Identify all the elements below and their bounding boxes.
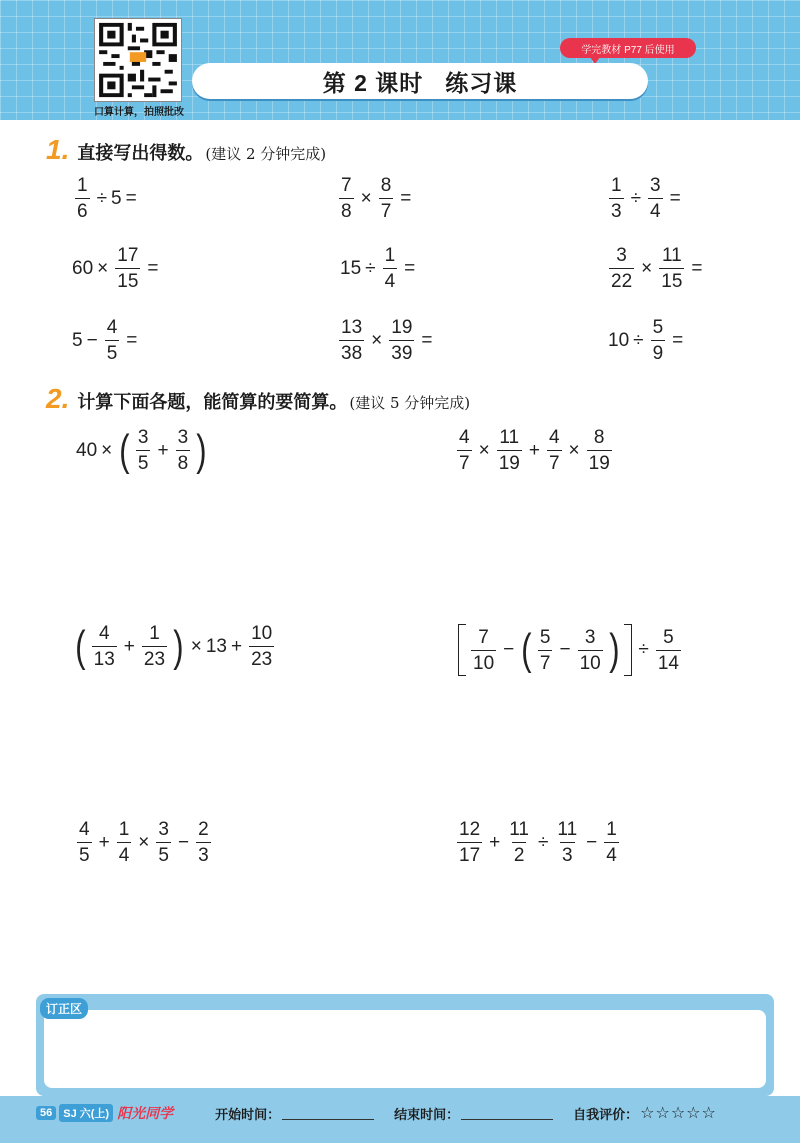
denominator: 7 (538, 650, 553, 673)
fraction (507, 820, 531, 865)
numerator: 2 (198, 819, 209, 840)
math-symbol: × (138, 831, 150, 853)
math-symbol: ÷ (96, 187, 108, 209)
problem-2-3 (72, 621, 277, 671)
denominator: 4 (604, 842, 619, 865)
fraction (604, 820, 619, 865)
problem-1-5 (340, 246, 419, 291)
denominator: 5 (136, 450, 151, 473)
math-symbol: = (400, 187, 412, 209)
math-symbol: ) (196, 425, 207, 475)
numerator: 3 (584, 626, 596, 648)
footer (36, 1101, 736, 1125)
problem-2-2 (454, 428, 615, 473)
math-symbol: = (421, 329, 433, 351)
numerator: 4 (79, 819, 90, 840)
numerator: 3 (616, 245, 627, 266)
denominator: 8 (176, 450, 191, 473)
fraction (457, 428, 472, 473)
math-symbol: − (503, 639, 515, 660)
numerator: 4 (98, 623, 110, 644)
math-symbol: = (672, 329, 684, 351)
section-2-heading (46, 383, 470, 415)
denominator: 15 (115, 268, 140, 291)
math-symbol: × (360, 187, 372, 209)
numerator: 8 (380, 175, 392, 196)
math-symbol: 15 (340, 257, 362, 279)
numerator: 1 (149, 623, 160, 644)
rating-stars-icon[interactable]: ☆☆☆☆☆ (640, 1105, 717, 1122)
math-symbol: = (669, 187, 681, 209)
start-time-label: 开始时间： (215, 1106, 281, 1122)
correction-writing-box[interactable] (44, 1010, 766, 1088)
math-symbol: ÷ (365, 257, 376, 279)
numerator: 19 (391, 317, 413, 338)
numerator: 11 (661, 245, 682, 266)
fraction (339, 318, 364, 363)
fraction (117, 820, 132, 865)
denominator: 10 (578, 650, 603, 673)
denominator: 9 (651, 340, 666, 363)
right-bracket (624, 624, 632, 676)
numerator: 5 (663, 626, 674, 648)
fraction (651, 318, 666, 363)
problem-1-7 (72, 318, 141, 363)
problem-1-9 (608, 318, 687, 363)
fraction (176, 428, 191, 473)
numerator: 1 (384, 245, 396, 266)
math-symbol: + (157, 439, 169, 461)
math-symbol: × (97, 257, 109, 279)
problem-2-5 (74, 820, 214, 865)
lesson-number: 第 2 课时 (322, 69, 424, 96)
denominator: 7 (457, 450, 472, 473)
math-symbol: ÷ (638, 639, 649, 660)
denominator: 4 (648, 198, 663, 221)
fraction (471, 628, 496, 673)
denominator: 4 (117, 842, 132, 865)
denominator: 5 (105, 340, 120, 363)
math-symbol: × (478, 439, 490, 461)
denominator: 17 (457, 842, 482, 865)
numerator: 17 (117, 245, 139, 266)
fraction (105, 318, 120, 363)
math-symbol: ) (608, 625, 620, 674)
fraction (578, 628, 603, 673)
math-symbol: − (559, 639, 571, 660)
math-symbol: − (86, 329, 98, 351)
fraction (142, 624, 167, 669)
fraction (656, 628, 681, 673)
math-symbol: 5 (111, 187, 122, 209)
numerator: 3 (650, 175, 661, 196)
math-symbol: ( (75, 621, 86, 671)
numerator: 3 (137, 427, 149, 448)
math-symbol: × (641, 257, 653, 279)
math-symbol: + (528, 439, 540, 461)
fraction (555, 820, 579, 865)
math-symbol: ÷ (537, 831, 549, 853)
fraction (648, 176, 663, 221)
fraction (156, 820, 171, 865)
denominator: 3 (196, 842, 211, 865)
fraction (587, 428, 612, 473)
numerator: 4 (548, 427, 560, 448)
denominator: 6 (75, 198, 90, 221)
denominator: 4 (383, 268, 398, 291)
math-symbol: 60 (72, 257, 94, 279)
fraction (389, 318, 414, 363)
math-symbol: ) (173, 621, 184, 671)
denominator: 2 (512, 842, 527, 865)
denominator: 39 (389, 340, 414, 363)
fraction (609, 246, 634, 291)
fraction (136, 428, 151, 473)
left-bracket (458, 624, 466, 676)
math-symbol: 40 (76, 439, 98, 461)
denominator: 8 (339, 198, 354, 221)
fraction (497, 428, 522, 473)
denominator: 7 (547, 450, 562, 473)
math-symbol: ( (119, 425, 130, 475)
fraction (92, 624, 117, 669)
math-symbol: = (126, 329, 138, 351)
math-symbol: + (489, 831, 501, 853)
self-eval-label: 自我评价： (573, 1106, 639, 1122)
numerator: 3 (158, 819, 169, 840)
numerator: 3 (177, 427, 189, 448)
denominator: 7 (379, 198, 394, 221)
lesson-name: 练习课 (445, 69, 518, 96)
section-1-number: 1. (46, 134, 70, 165)
denominator: 5 (77, 842, 92, 865)
fraction (75, 176, 90, 221)
numerator: 13 (341, 317, 363, 338)
fraction (249, 624, 274, 669)
numerator: 1 (118, 819, 130, 840)
fraction (659, 246, 684, 291)
math-symbol: = (691, 257, 703, 279)
math-symbol: × (190, 635, 202, 657)
denominator: 3 (609, 198, 624, 221)
math-symbol: ÷ (630, 187, 642, 209)
fraction (609, 176, 624, 221)
denominator: 23 (249, 646, 274, 669)
fraction (379, 176, 394, 221)
section-2-note: (建议 5 分钟完成) (349, 394, 471, 412)
math-symbol: × (371, 329, 383, 351)
math-symbol: × (101, 439, 113, 461)
fraction (547, 428, 562, 473)
problem-1-8 (336, 318, 437, 363)
denominator: 14 (656, 650, 681, 673)
problem-2-6 (454, 820, 622, 865)
math-symbol: = (147, 257, 159, 279)
numerator: 4 (106, 317, 118, 338)
math-symbol: + (123, 635, 135, 657)
numerator: 1 (611, 175, 622, 196)
lesson-title (192, 63, 648, 99)
section-1-title: 直接写出得数。 (77, 143, 204, 163)
qr-code-icon[interactable] (94, 18, 182, 102)
numerator: 10 (251, 623, 273, 644)
qr-caption: 口算计算，拍照批改 (94, 107, 184, 118)
correction-label: 订正区 (40, 998, 88, 1019)
denominator: 23 (142, 646, 167, 669)
page-number: 56 (36, 1106, 56, 1120)
section-1-note: (建议 2 分钟完成) (205, 145, 327, 163)
numerator: 12 (459, 819, 481, 840)
math-symbol: − (586, 831, 598, 853)
denominator: 22 (609, 268, 634, 291)
denominator: 13 (92, 646, 117, 669)
fraction (339, 176, 354, 221)
numerator: 5 (652, 317, 664, 338)
problem-1-6 (606, 246, 707, 291)
denominator: 5 (156, 842, 171, 865)
numerator: 4 (459, 427, 470, 448)
math-symbol: 13 (205, 635, 227, 657)
problem-1-4 (72, 246, 163, 291)
math-symbol: + (98, 831, 110, 853)
denominator: 19 (587, 450, 612, 473)
denominator: 38 (339, 340, 364, 363)
fraction (77, 820, 92, 865)
numerator: 11 (499, 427, 520, 448)
math-symbol: 5 (72, 329, 83, 351)
math-symbol: = (125, 187, 137, 209)
fraction (196, 820, 211, 865)
numerator: 1 (77, 175, 88, 196)
numerator: 1 (606, 819, 617, 840)
problem-2-4 (456, 624, 684, 676)
math-symbol: ÷ (633, 329, 644, 351)
problem-1-1 (72, 176, 141, 221)
section-2-number: 2. (46, 383, 70, 414)
numerator: 7 (478, 626, 489, 648)
math-symbol: × (568, 439, 580, 461)
math-symbol: 10 (608, 329, 630, 351)
fraction (538, 628, 553, 673)
section-1-heading (46, 134, 326, 166)
denominator: 19 (497, 450, 522, 473)
problem-1-3 (606, 176, 685, 221)
math-symbol: ( (521, 625, 532, 674)
math-symbol: + (230, 635, 243, 657)
end-time-label: 结束时间： (394, 1106, 460, 1122)
end-time-blank[interactable] (461, 1106, 553, 1120)
math-symbol: = (404, 257, 416, 279)
fraction (383, 246, 398, 291)
denominator: 10 (471, 650, 496, 673)
numerator: 5 (539, 626, 551, 648)
problem-2-1 (76, 425, 210, 475)
brand-logo: 阳光同学 (117, 1105, 174, 1121)
numerator: 11 (509, 819, 529, 840)
fraction (115, 246, 140, 291)
section-2-title: 计算下面各题，能简算的要简算。 (77, 392, 348, 412)
numerator: 8 (593, 427, 605, 448)
start-time-blank[interactable] (282, 1106, 374, 1120)
denominator: 3 (560, 842, 575, 865)
problem-1-2 (336, 176, 415, 221)
fraction (457, 820, 482, 865)
numerator: 11 (557, 819, 578, 840)
numerator: 7 (341, 175, 352, 196)
denominator: 15 (659, 268, 684, 291)
usage-tag: 学完教材 P77 后使用 (560, 38, 696, 58)
math-symbol: − (177, 831, 190, 853)
grade-tag: SJ 六(上) (59, 1104, 113, 1122)
